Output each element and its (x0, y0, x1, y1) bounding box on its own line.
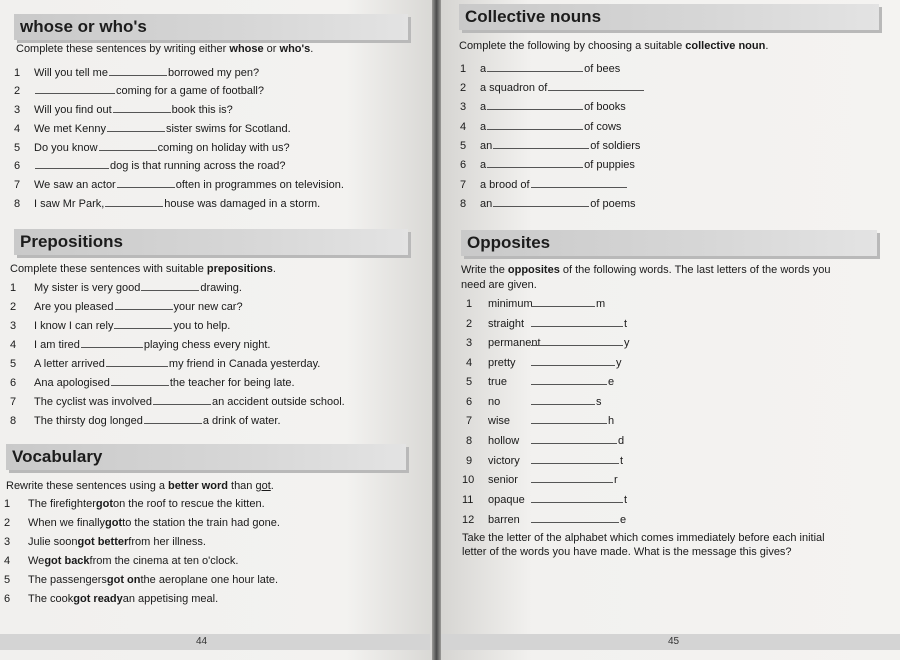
answer-blank[interactable] (493, 197, 589, 207)
whose-item: 5 Do you know coming on holiday with us? (14, 142, 290, 154)
collective-item: 5 an of soldiers (460, 140, 641, 152)
collective-instructions: Complete the following by choosing a suitable collective noun. (459, 40, 769, 52)
collective-item: 8 an of poems (460, 198, 636, 210)
vocabulary-item: 1 The firefighter got on the roof to rescue the kitten. (4, 498, 265, 510)
answer-blank[interactable] (531, 356, 615, 366)
answer-blank[interactable] (35, 84, 115, 94)
closing-line-1: Take the letter of the alphabet which comes immediately before each initial (462, 532, 825, 544)
answer-blank[interactable] (113, 103, 171, 113)
answer-blank[interactable] (35, 159, 109, 169)
prepositions-item: 2 Are you pleased your new car? (10, 301, 243, 313)
answer-blank[interactable] (531, 375, 607, 385)
answer-blank[interactable] (109, 66, 167, 76)
opposites-item: 4 pretty y (466, 357, 622, 369)
answer-blank[interactable] (81, 338, 143, 348)
answer-blank[interactable] (531, 395, 595, 405)
answer-blank[interactable] (531, 473, 613, 483)
prepositions-item: 8 The thirsty dog longed a drink of water. (10, 415, 281, 427)
prepositions-item: 1 My sister is very good drawing. (10, 282, 242, 294)
prepositions-item: 4 I am tired playing chess every night. (10, 339, 271, 351)
collective-item: 1 a of bees (460, 63, 621, 75)
answer-blank[interactable] (105, 197, 163, 207)
prepositions-instructions: Complete these sentences with suitable prepositions. (10, 263, 276, 275)
collective-section-title: Collective nouns (465, 7, 602, 26)
opposites-instructions: Write the opposites of the following words. The last letters of the words you (461, 264, 831, 276)
answer-blank[interactable] (117, 178, 175, 188)
answer-blank[interactable] (99, 141, 157, 151)
whose-item: 2 coming for a game of football? (14, 85, 264, 97)
opposites-item: 8 hollow d (466, 435, 625, 447)
opposites-item: 10 senior r (462, 474, 618, 486)
answer-blank[interactable] (107, 122, 165, 132)
answer-blank[interactable] (487, 100, 583, 110)
vocabulary-section-title: Vocabulary (12, 447, 103, 466)
answer-blank[interactable] (106, 357, 168, 367)
whose-item: 7 We saw an actor often in programmes on television. (14, 179, 344, 191)
answer-blank[interactable] (531, 454, 619, 464)
vocabulary-section-header (6, 444, 406, 470)
prepositions-item: 3 I know I can rely you to help. (10, 320, 231, 332)
collective-section-header (459, 4, 879, 30)
collective-item: 2 a squadron of (460, 81, 645, 94)
opposites-item: 9 victory t (466, 455, 624, 467)
answer-blank[interactable] (144, 414, 202, 424)
opposites-item: 3 permanent y (466, 337, 630, 349)
answer-blank[interactable] (153, 395, 211, 405)
opposites-section-header (461, 230, 877, 256)
prepositions-item: 5 A letter arrived my friend in Canada yesterday. (10, 358, 321, 370)
whose-item: 4 We met Kenny sister swims for Scotland. (14, 123, 291, 135)
book-spine (432, 0, 441, 660)
whose-item: 6 dog is that running across the road? (14, 160, 286, 172)
whose-section-header (14, 14, 408, 40)
vocabulary-instructions: Rewrite these sentences using a better word than got. (6, 480, 274, 492)
left-footer (0, 634, 430, 650)
answer-blank[interactable] (487, 62, 583, 72)
closing-line-2: letter of the words you have made. What is the message this gives? (462, 546, 792, 558)
opposites-section-title: Opposites (467, 233, 551, 252)
collective-item: 3 a of books (460, 101, 626, 113)
whose-item: 1 Will you tell me borrowed my pen? (14, 67, 260, 79)
opposites-item: 2 straight t (466, 318, 628, 330)
answer-blank[interactable] (531, 414, 607, 424)
opposites-item: 6 no s (466, 396, 602, 408)
answer-blank[interactable] (531, 513, 619, 523)
right-page (440, 0, 900, 660)
whose-item: 3 Will you find out book this is? (14, 104, 233, 116)
answer-blank[interactable] (531, 493, 623, 503)
page-number-left: 44 (196, 636, 208, 647)
whose-section-title: whose or who's (20, 17, 147, 36)
vocabulary-item: 3 Julie soon got better from her illness. (4, 536, 206, 548)
answer-blank[interactable] (531, 317, 623, 327)
answer-blank[interactable] (548, 81, 644, 91)
opposites-item: 7 wise h (466, 415, 615, 427)
opposites-item: 1 minimum m (466, 298, 606, 310)
vocabulary-item: 4 We got back from the cinema at ten o'clock. (4, 555, 239, 567)
collective-item: 7 a brood of (460, 178, 628, 191)
answer-blank[interactable] (115, 300, 173, 310)
opposites-instructions-line2: need are given. (461, 279, 537, 291)
answer-blank[interactable] (487, 158, 583, 168)
vocabulary-item: 2 When we finally got to the station the train had gone. (4, 517, 280, 529)
prepositions-item: 7 The cyclist was involved an accident outside school. (10, 396, 345, 408)
answer-blank[interactable] (141, 281, 199, 291)
answer-blank[interactable] (111, 376, 169, 386)
prepositions-section-title: Prepositions (20, 232, 123, 251)
prepositions-section-header (14, 229, 408, 255)
collective-item: 4 a of cows (460, 121, 622, 133)
opposites-item: 11 opaque t (462, 494, 628, 506)
answer-blank[interactable] (531, 178, 627, 188)
answer-blank[interactable] (531, 297, 595, 307)
collective-item: 6 a of puppies (460, 159, 635, 171)
page-number-right: 45 (668, 636, 680, 647)
answer-blank[interactable] (531, 336, 623, 346)
answer-blank[interactable] (114, 319, 172, 329)
answer-blank[interactable] (493, 139, 589, 149)
vocabulary-item: 6 The cook got ready an appetising meal. (4, 593, 219, 605)
whose-item: 8 I saw Mr Park, house was damaged in a storm. (14, 198, 321, 210)
whose-instructions: Complete these sentences by writing either whose or who's. (16, 43, 314, 55)
opposites-item: 5 true e (466, 376, 615, 388)
opposites-item: 12 barren e (462, 514, 627, 526)
right-footer (441, 634, 900, 650)
prepositions-item: 6 Ana apologised the teacher for being late. (10, 377, 295, 389)
opposites-closing (462, 531, 882, 559)
answer-blank[interactable] (531, 434, 617, 444)
vocabulary-item: 5 The passengers got on the aeroplane one hour late. (4, 574, 279, 586)
answer-blank[interactable] (487, 120, 583, 130)
